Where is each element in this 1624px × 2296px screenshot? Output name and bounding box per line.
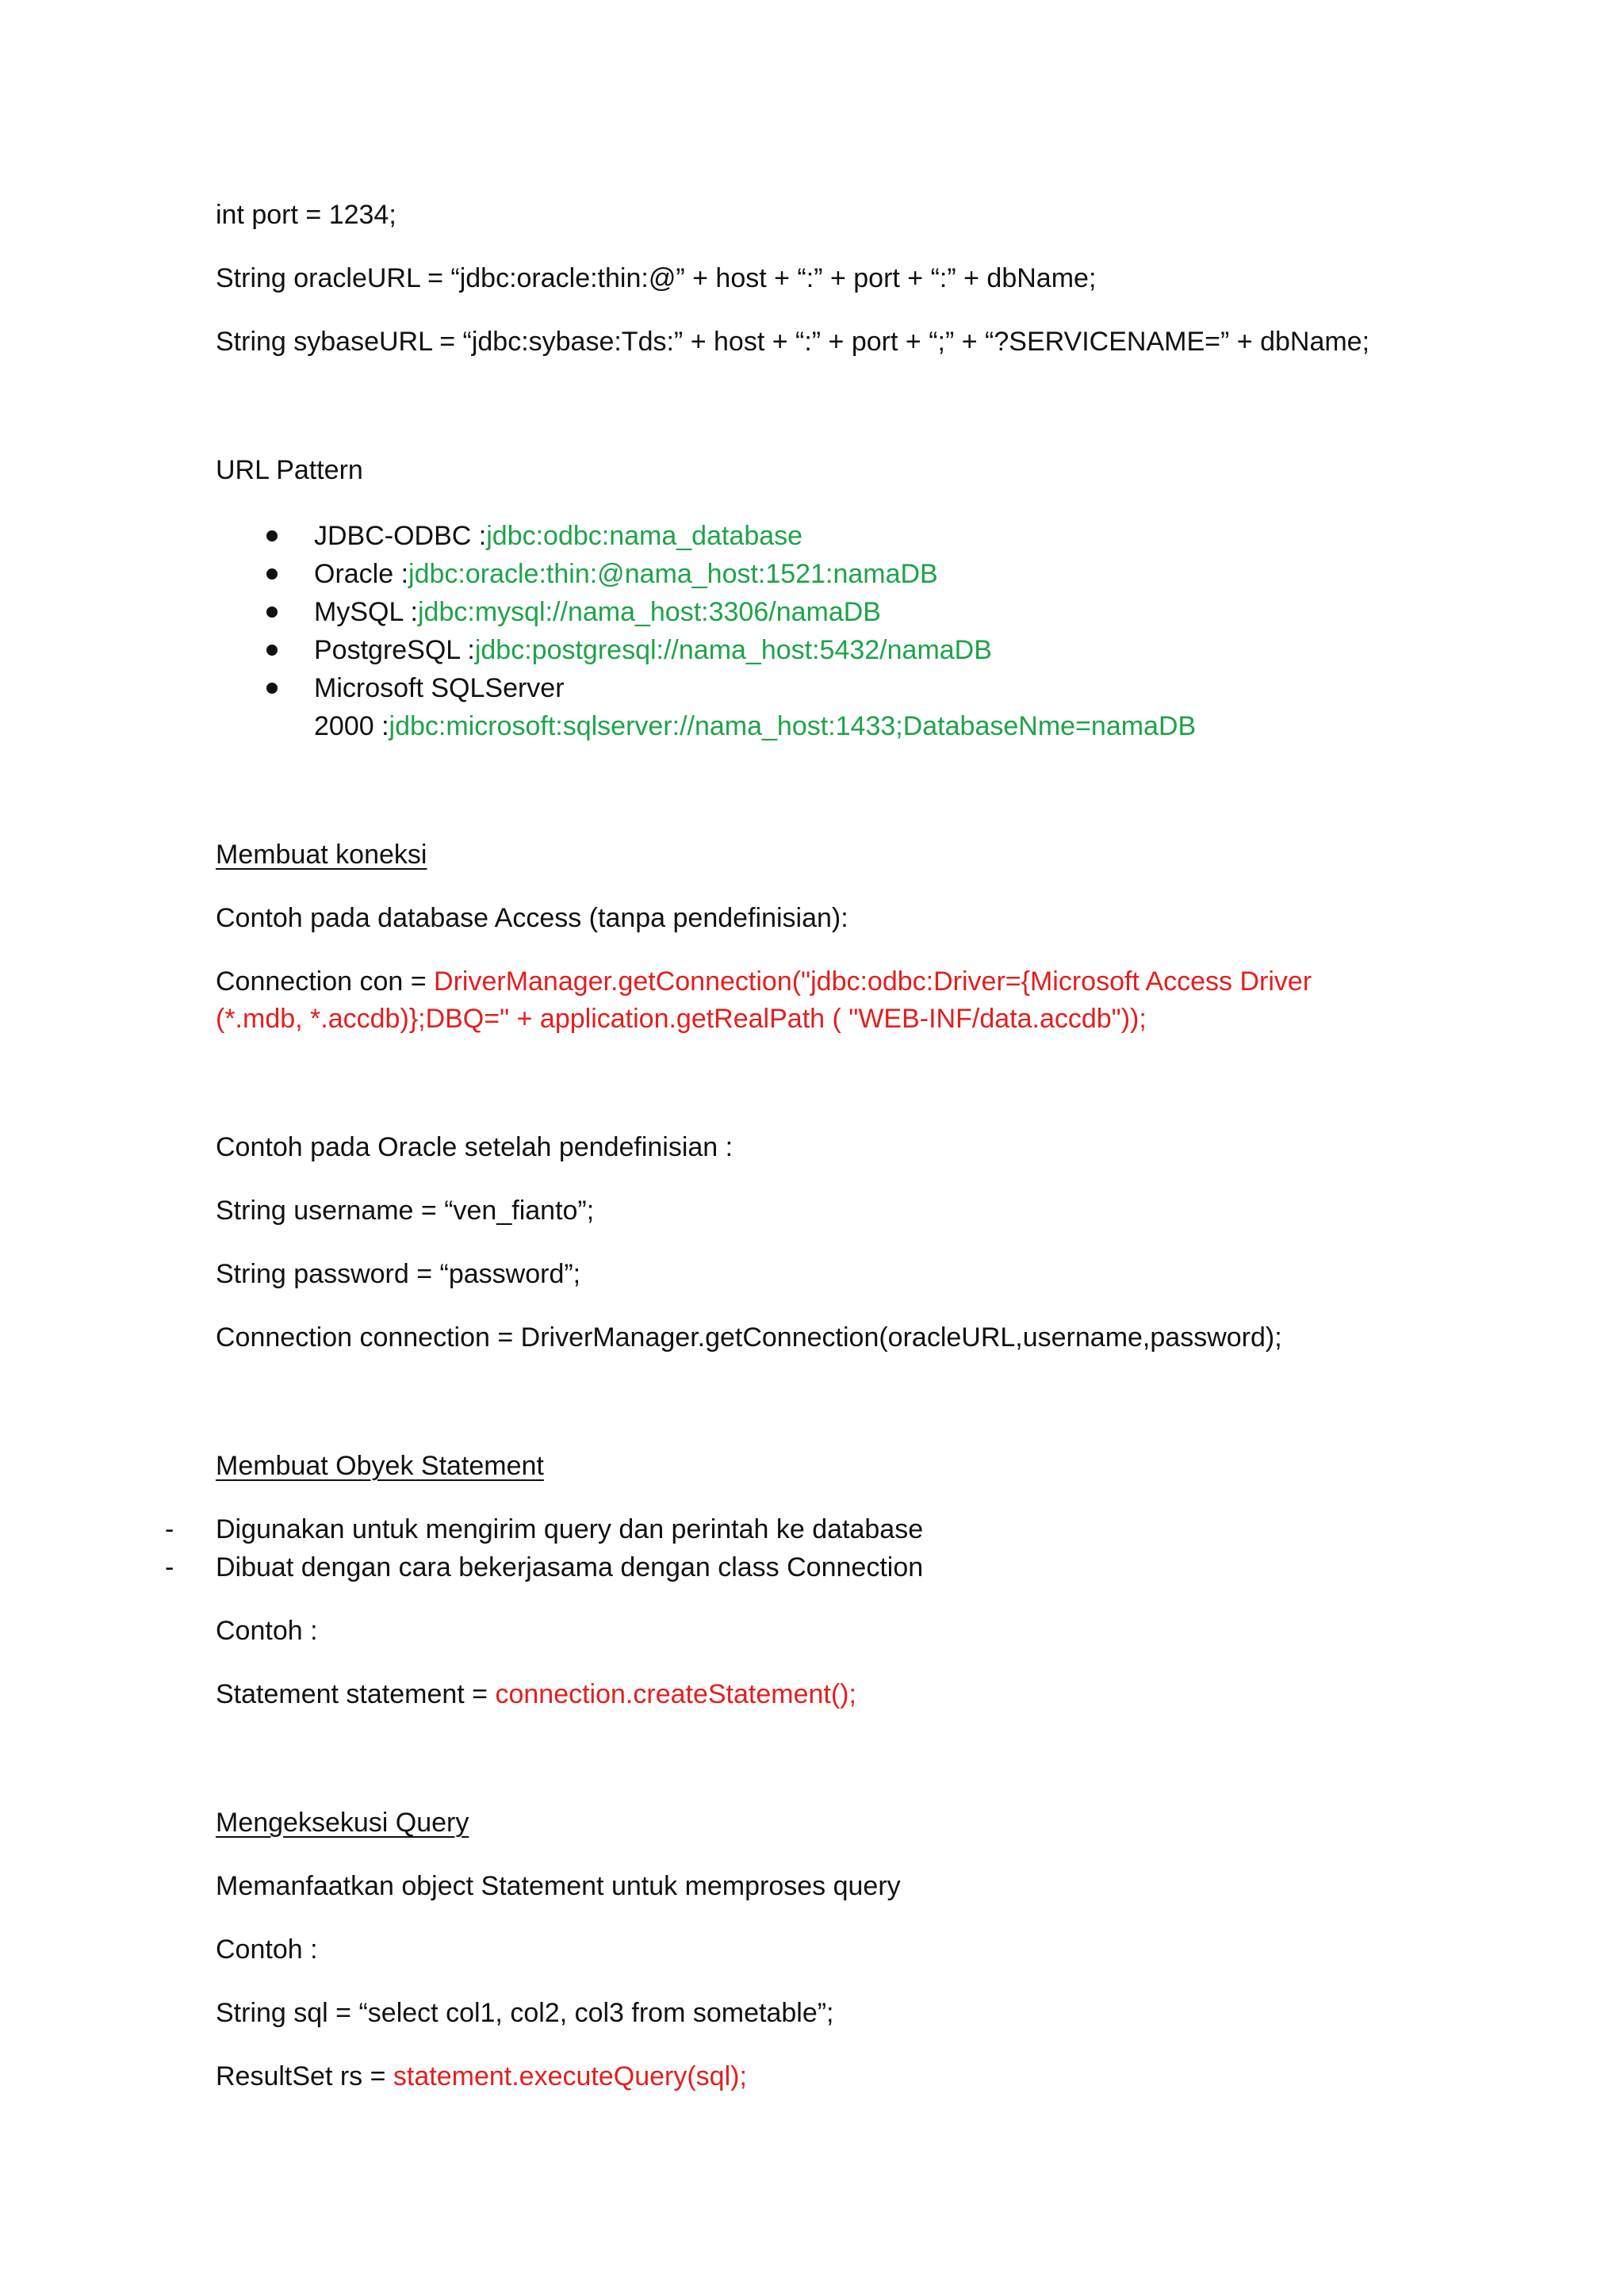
resultset-line — [216, 2058, 747, 2095]
oracle-url-line: String oracleURL = “jdbc:oracle:thin:@” + host + “:” + port + “:” + dbName; — [216, 263, 1097, 293]
url-pattern-label: 2000 : — [314, 711, 389, 741]
url-pattern-item-line2 — [314, 708, 1196, 744]
bullet-icon — [266, 607, 278, 618]
url-pattern-url: jdbc:odbc:nama_database — [486, 521, 803, 551]
bullet-icon — [266, 683, 278, 694]
access-intro: Contoh pada database Access (tanpa pendefinisian): — [216, 903, 848, 933]
url-pattern-label: MySQL : — [314, 597, 418, 627]
url-pattern-item-line1: Microsoft SQLServer — [314, 673, 565, 703]
url-pattern-label: PostgreSQL : — [314, 635, 475, 665]
bullet-icon — [266, 568, 278, 580]
url-pattern-item — [314, 594, 881, 630]
url-pattern-title: URL Pattern — [216, 455, 363, 485]
port-line: int port = 1234; — [216, 200, 396, 230]
url-pattern-item — [314, 518, 802, 554]
oracle-intro: Contoh pada Oracle setelah pendefinisian : — [216, 1132, 733, 1162]
username-line: String username = “ven_fianto”; — [216, 1196, 595, 1226]
password-line: String password = “password”; — [216, 1259, 581, 1289]
resultset-prefix: ResultSet rs = — [216, 2061, 393, 2091]
access-code-line2: (*.mdb, *.accdb)};DBQ=" + application.getRealPath ( "WEB-INF/data.accdb")); — [216, 1004, 1147, 1034]
query-example-label: Contoh : — [216, 1934, 318, 1965]
url-pattern-item — [314, 632, 992, 668]
sybase-url-line: String sybaseURL = “jdbc:sybase:Tds:” + host + “:” + port + “;” + “?SERVICENAME=” + dbName; — [216, 327, 1370, 357]
access-code: DriverManager.getConnection("jdbc:odbc:Driver={Microsoft Access Driver — [434, 966, 1312, 997]
connection-line: Connection connection = DriverManager.getConnection(oracleURL,username,password); — [216, 1322, 1282, 1353]
url-pattern-url: jdbc:oracle:thin:@nama_host:1521:namaDB — [408, 559, 938, 589]
dash-bullet: - — [165, 1514, 174, 1544]
sql-line: String sql = “select col1, col2, col3 from sometable”; — [216, 1998, 834, 2028]
statement-point: Digunakan untuk mengirim query dan perintah ke database — [216, 1514, 924, 1544]
statement-point: Dibuat dengan cara bekerjasama dengan class Connection — [216, 1552, 924, 1582]
bullet-icon — [266, 645, 278, 656]
statement-code: connection.createStatement(); — [495, 1679, 856, 1709]
access-prefix: Connection con = — [216, 966, 435, 997]
url-pattern-label: Oracle : — [314, 559, 409, 589]
membuat-koneksi-heading: Membuat koneksi — [216, 840, 427, 870]
url-pattern-url: jdbc:microsoft:sqlserver://nama_host:1433;DatabaseNme=namaDB — [389, 711, 1197, 741]
url-pattern-url: jdbc:mysql://nama_host:3306/namaDB — [418, 597, 881, 627]
access-code-line1 — [216, 963, 1312, 1000]
url-pattern-label: JDBC-ODBC : — [314, 521, 487, 551]
resultset-code: statement.executeQuery(sql); — [393, 2061, 747, 2091]
dash-bullet: - — [165, 1552, 174, 1582]
url-pattern-url: jdbc:postgresql://nama_host:5432/namaDB — [474, 635, 992, 665]
statement-line — [216, 1676, 856, 1712]
url-pattern-item — [314, 556, 938, 592]
statement-prefix: Statement statement = — [216, 1679, 496, 1709]
query-description: Memanfaatkan object Statement untuk memproses query — [216, 1871, 901, 1901]
membuat-statement-heading: Membuat Obyek Statement — [216, 1451, 544, 1481]
statement-example-label: Contoh : — [216, 1616, 318, 1646]
bullet-icon — [266, 530, 278, 541]
mengeksekusi-query-heading: Mengeksekusi Query — [216, 1808, 469, 1838]
